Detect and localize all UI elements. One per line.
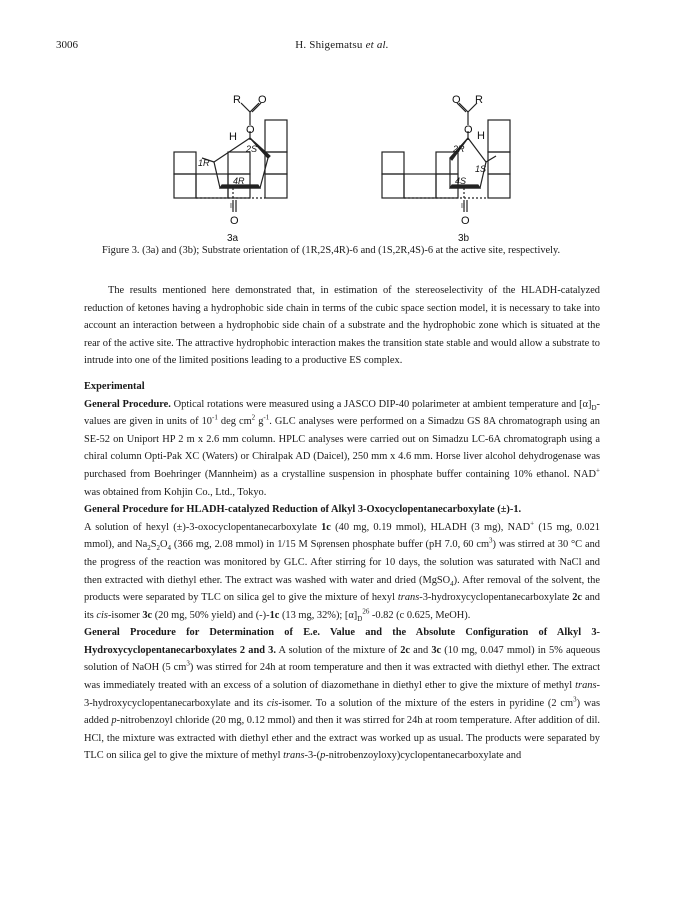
text-span: -nitrobenzoyl chloride (20 mg, 0.12 mmol) and then it was stirred for 24h at room temperature. After addition of dil. HCl, the mixture was extracted with diethyl ether and the extract was worked up as usual. The products were separated by TLC on silica gel to give the mixture of methyl	[84, 715, 600, 762]
label-c2r: 2R	[453, 144, 465, 154]
cube-box	[228, 152, 250, 174]
label-c1s: 1S	[475, 164, 487, 174]
superscript: -1	[212, 413, 218, 422]
compound-ref: 3c	[142, 609, 153, 621]
subsection-heading-hladh-reduction: General Procedure for HLADH-catalyzed Reduction of Alkyl 3-Oxocyclopentanecarboxylate (±)-1.	[84, 504, 522, 516]
figure-caption: Figure 3. (3a) and (3b); Substrate orientation of (1R,2S,4R)-6 and (1S,2R,4S)-6 at the active site, respectively.	[102, 245, 561, 256]
structure-3b	[382, 103, 510, 212]
page-header	[56, 39, 628, 55]
label-o: O	[461, 215, 470, 227]
label-h: H	[477, 130, 485, 142]
italic-term: trans	[283, 750, 305, 762]
text-span: -isomer	[107, 609, 143, 621]
cube-box	[488, 152, 510, 174]
text-span: g	[255, 416, 264, 428]
structure-3a-labels	[198, 94, 267, 244]
cube-box	[382, 174, 404, 198]
compound-ref: 3c	[431, 644, 442, 656]
run-in-heading: General Procedure for Determination of E.e. Value and the Absolute Configuration of Alkyl 3-Hydroxycyclopentanecarboxylates 2 and 3.	[84, 627, 600, 656]
label-o: O	[258, 94, 267, 106]
superscript: +	[596, 466, 600, 475]
text-span: -3-hydroxycyclopentanecarboxylate	[419, 592, 573, 604]
ester-bond	[241, 103, 250, 112]
text-span: O	[159, 539, 168, 551]
paragraph-hladh-reduction	[84, 519, 600, 625]
superscript: 3	[489, 536, 493, 545]
superscript: 3	[186, 660, 190, 668]
label-o: O	[464, 124, 473, 136]
label-o: O	[452, 94, 461, 106]
text-span: ). After removal of the solvent, the products were separated by TLC on silica gel to give the mixture of hexyl	[84, 574, 600, 604]
label-r: R	[233, 94, 241, 106]
paragraph-ee-determination	[84, 624, 600, 765]
label-r: R	[475, 94, 483, 106]
compound-ref: 1c	[321, 521, 331, 533]
compound-ref: 2c	[572, 592, 583, 604]
run-in-heading: General Procedure.	[84, 398, 171, 410]
paragraph-intro: The results mentioned here demonstrated that, in estimation of the stereoselectivity of the HLADH-catalyzed reduction of ketones having a hydrophobic side chain in terms of the cubic space section model, it is necessary to take into account an interaction between a hydrophobic side chain of a substrate and the hydrophobic zone which is situated at the rear of the active site. The attractive hydrophobic interaction makes the transition state stable and would allow a substrate to intrude into one of the limited positions leading to a productive ES complex.	[84, 285, 600, 367]
label-c2s: 2S	[246, 144, 258, 154]
cube-box	[265, 120, 287, 152]
subscript: 4	[450, 579, 454, 588]
running-head-authors: H. Shigematsu	[295, 39, 363, 51]
structure-3b-labels	[452, 94, 486, 244]
text-span: -0.82 (c 0.625, MeOH).	[369, 609, 471, 621]
superscript: 2	[251, 413, 256, 422]
running-head	[56, 39, 628, 51]
italic-term: p	[320, 750, 326, 762]
label-o: O	[246, 124, 255, 136]
text-span: (40 mg, 0.19 mmol), HLADH (3 mg), NAD	[330, 521, 531, 533]
cube-box	[488, 174, 510, 198]
cube-box	[174, 174, 196, 198]
text-span: -nitrobenzoyloxy)cyclopentanecarboxylate and	[325, 750, 522, 762]
text-span: Optical rotations were measured using a JASCO DIP-40 polarimeter at ambient temperature and [α]	[173, 398, 592, 410]
text-span: (366 mg, 2.08 mmol) in 1/15 M Sφrensen phosphate buffer (pH 7.0, 60 cm	[171, 539, 490, 551]
substrate-orientation-diagram	[150, 88, 535, 246]
cube-box	[174, 152, 196, 174]
figure-3	[150, 88, 535, 246]
cube-box	[265, 174, 287, 198]
label-c4s: 4S	[455, 176, 467, 186]
structure-3a	[174, 103, 287, 212]
subscript: 2	[147, 544, 151, 553]
subscript: 2	[156, 544, 160, 553]
cube-box	[404, 174, 436, 198]
text-span: and	[410, 644, 432, 656]
text-span: -isomer. To a solution of the mixture of the esters in pyridine (2 cm	[278, 697, 574, 709]
compound-ref: 1c	[269, 609, 280, 621]
subscript: D	[591, 403, 597, 412]
label-c1r: 1R	[198, 158, 210, 168]
text-span: (15 mg, 0.021 mmol), and Na	[84, 521, 600, 551]
label-o: O	[230, 215, 239, 227]
text-span: ) was stirred at 30 °C and the progress of the reaction was monitored by GLC. After stirring for 10 days, the solution was saturated with NaCl and then extracted with diethyl ether. The extract was washed with water and dried (MgSO	[84, 539, 600, 586]
text-span: (20 mg, 50% yield) and (-)-	[152, 609, 270, 621]
text-span: was obtained from Kohjin Co., Ltd., Tokyo.	[84, 486, 267, 498]
text-span: -3-(	[304, 750, 321, 762]
running-head-etal: et al.	[365, 39, 389, 51]
subscript: 4	[167, 544, 171, 553]
text-span: S	[150, 539, 157, 551]
text-span: . GLC analyses were performed on a Simadzu GS 8A chromatograph using an SE-52 on Uniport HP 2 m x 2.6 mm column. HPLC analyses were carried out on Simadzu LC-6A chromatograph using a chiral column Opti-Pak XC (Waters) or Chiralpak AD (Daicel), 250 mm x 4.6 mm. Horse liver alcohol dehydrogenase was purchased from Boehringer (Mannheim) as a crystalline suspension in phosphate buffer containing 10% ethanol. NAD	[84, 416, 600, 480]
italic-term: cis	[96, 609, 108, 621]
label-double-bond: II	[230, 203, 234, 210]
label-3a: 3a	[227, 233, 239, 244]
subscript: D	[357, 614, 363, 623]
label-double-bond: II	[461, 203, 465, 210]
superscript: 26	[362, 607, 370, 616]
text-span: deg cm	[217, 416, 252, 428]
paragraph-general-procedure	[84, 396, 600, 502]
text-span: -values are given in units of 10	[84, 398, 600, 428]
page-number: 3006	[56, 39, 78, 51]
italic-term: trans	[397, 592, 420, 604]
label-3b: 3b	[458, 233, 470, 244]
italic-term: p	[111, 715, 117, 727]
compound-ref: 2c	[400, 644, 411, 656]
superscript: -1	[263, 413, 270, 422]
cube-box	[488, 120, 510, 152]
cube-box	[382, 152, 404, 174]
label-c4r: 4R	[233, 176, 245, 186]
text-span: and its	[84, 592, 600, 621]
superscript: 3	[573, 695, 577, 704]
italic-term: trans	[575, 680, 597, 692]
text-span: ) was stirred for 24h at room temperature and then it was extracted with diethyl ether. The extract was immediately treated with an excess of a solution of diazomethane in diethyl ether to give the mixture of methyl	[84, 662, 600, 692]
main-text	[84, 282, 600, 765]
text-span: (13 mg, 32%); [α]	[279, 609, 358, 621]
text-span: A solution of the mixture of	[275, 644, 401, 656]
text-span: A solution of hexyl (±)-3-oxocyclopentanecarboxylate	[84, 521, 322, 533]
superscript: +	[530, 519, 535, 528]
section-heading-experimental: Experimental	[84, 380, 145, 392]
text-span: ) was added	[84, 697, 601, 727]
italic-term: cis	[266, 697, 279, 709]
label-h: H	[229, 131, 237, 143]
text-span: -3-hydroxycyclopentanecarboxylate and its	[84, 680, 600, 709]
text-span: (10 mg, 0.047 mmol) in 5% aqueous solution of NaOH (5 cm	[84, 644, 600, 674]
